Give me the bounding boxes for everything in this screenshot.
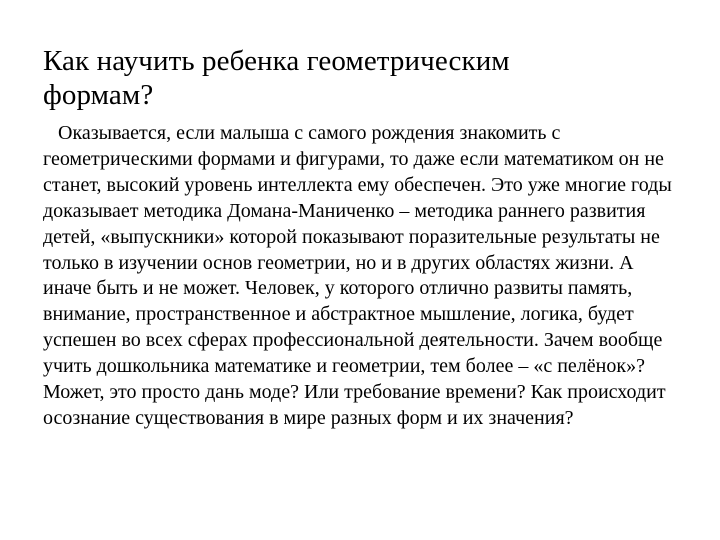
slide-title: Как научить ребенка геометрическим формам?	[43, 45, 510, 111]
slide-body-text: Оказывается, если малыша с самого рождения знакомить с геометрическими формами и фигурами, то даже если математиком он не станет, высокий уровень интеллекта ему обеспечен. Это уже многие годы доказывает методика Домана-Маниченко – методика раннего развития детей, «выпускники» которой показывают поразительные результаты не только в изучении основ геометрии, но и в других областях жизни. А иначе быть и не может. Человек, у которого отлично развиты память, внимание, пространственное и абстрактное мышление, логика, будет успешен во всех сферах профессиональной деятельности. Зачем вообще учить дошкольника математике и геометрии, тем более – «с пелёнок»? Может, это просто дань моде? Или требование времени? Как происходит осознание существования в мире разных форм и их значения?	[43, 122, 672, 429]
